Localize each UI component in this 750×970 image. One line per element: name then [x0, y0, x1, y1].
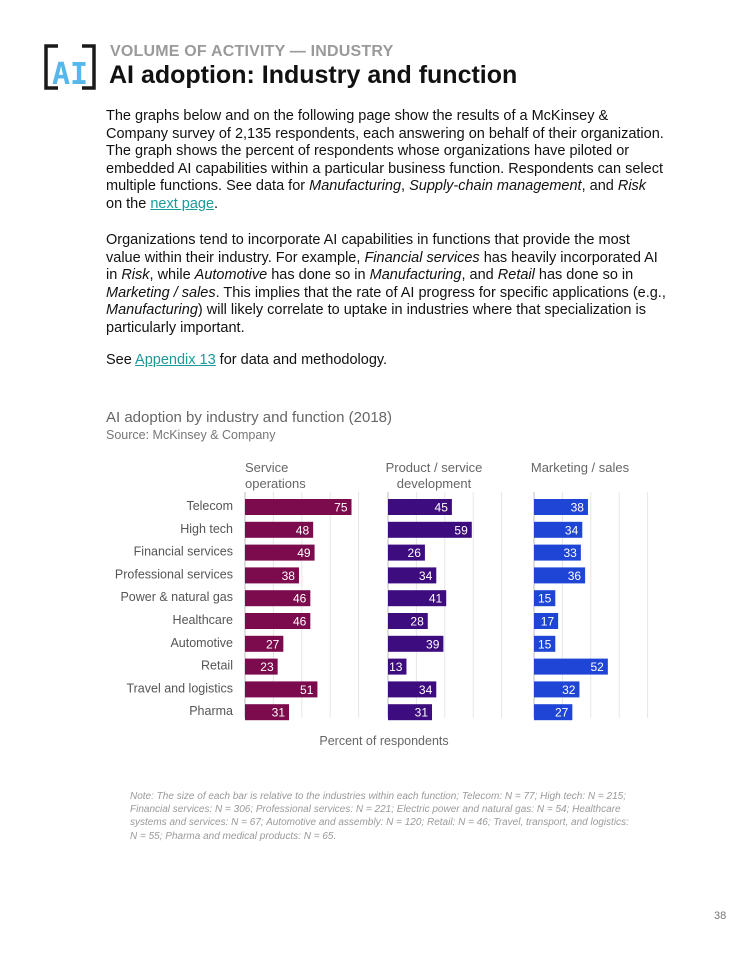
category-label: Financial services — [133, 544, 233, 559]
bar-value-label: 31 — [414, 705, 429, 720]
bar-value-label: 46 — [292, 591, 307, 606]
logo-text: AI — [51, 57, 89, 90]
bar-value-label: 45 — [434, 500, 448, 515]
bar-value-label: 36 — [567, 568, 582, 583]
section-label: VOLUME OF ACTIVITY — INDUSTRY — [110, 43, 394, 60]
bar-value-label: 38 — [281, 568, 295, 583]
series-header: Marketing / sales — [530, 460, 630, 475]
italic-term: Automotive — [194, 267, 268, 284]
text-run: for data and methodology. — [215, 352, 388, 368]
category-label: Pharma — [189, 704, 233, 719]
text-run: The graphs below and on the following page show the results of a McKinsey & Company survey of 2,135 respondents, each answering on behalf of their organization. The graph shows the percent of respondents whose organizations have piloted or embedded AI capabilities within a particular business function. Respondents can select multiple functions. See data for — [106, 108, 664, 195]
bar-value-label: 15 — [537, 591, 552, 606]
bar-value-label: 27 — [265, 637, 280, 652]
text-link[interactable]: Appendix 13 — [135, 352, 216, 368]
bar-value-label: 48 — [295, 523, 310, 538]
text-run: , and — [581, 178, 618, 195]
category-label: Professional services — [114, 567, 233, 582]
category-label: Automotive — [170, 635, 233, 650]
page-number: 38 — [714, 910, 727, 922]
text-run: has done so in — [267, 267, 370, 284]
text-run: Organizations tend to incorporate AI capabilities in functions that provide the most value within their industry. For example, — [106, 232, 630, 266]
bar-value-label: 51 — [300, 682, 314, 697]
bar-value-label: 15 — [537, 637, 552, 652]
bar-value-label: 23 — [260, 660, 274, 675]
series-header: operations — [245, 476, 306, 491]
bar-value-label: 49 — [297, 546, 311, 561]
italic-term: Manufacturing — [309, 178, 402, 195]
italic-term: Manufacturing — [106, 302, 198, 319]
italic-term: Marketing / sales — [106, 284, 216, 301]
bar-value-label: 59 — [454, 523, 468, 538]
category-label: Travel and logistics — [126, 681, 233, 696]
bar-value-label: 39 — [426, 637, 440, 652]
bar-value-label: 26 — [407, 546, 421, 561]
bar-value-label: 34 — [564, 523, 579, 538]
italic-term: Supply-chain management — [409, 178, 582, 195]
bar-value-label: 31 — [271, 705, 286, 720]
series-header: Service — [245, 460, 289, 475]
bar-value-label: 32 — [562, 682, 576, 697]
text-run: . — [214, 195, 219, 212]
italic-term: Manufacturing — [369, 267, 462, 284]
text-link[interactable]: next page — [150, 195, 215, 212]
bar-value-label: 75 — [334, 500, 348, 515]
bar-value-label: 52 — [590, 660, 604, 675]
text-run: ) will likely correlate to uptake in industries where that specialization is particularly important. — [106, 302, 646, 336]
category-label: Power & natural gas — [120, 590, 233, 605]
category-label: Telecom — [186, 499, 233, 513]
text-run: has heavily incorporated AI in — [106, 249, 658, 284]
bar-value-label: 46 — [292, 614, 307, 629]
chart-note: Note: The size of each bar is relative to the industries within each function; Telecom: N = 77; High tech: N = 215; Financial services: N = 306; Professional services: N = 221; Electric power and natural gas: N = 54; Healthcare systems and services: N = 67; Automotive and assembly: N = 120; Retail: N = 46; Travel, transport, and logistics: N = 55; Pharma and medical products: N = 65. — [130, 791, 629, 842]
text-run: , — [401, 178, 410, 195]
text-run: , and — [461, 267, 498, 284]
page-title: AI adoption: Industry and function — [109, 61, 518, 89]
bar-value-label: 13 — [389, 660, 403, 675]
italic-term: Retail — [497, 267, 535, 284]
series-header: development — [396, 476, 472, 491]
text-run: has done so in — [534, 267, 634, 284]
bar-value-label: 38 — [570, 500, 584, 515]
series-header: Product / service — [385, 460, 483, 475]
bar-value-label: 28 — [410, 614, 424, 629]
italic-term: Risk — [617, 178, 647, 195]
category-label: Retail — [201, 658, 233, 673]
text-run: , while — [149, 267, 195, 284]
chart-source: Source: McKinsey & Company — [106, 428, 276, 442]
text-run: See — [106, 352, 136, 368]
bar-value-label: 17 — [540, 614, 555, 629]
bar-value-label: 34 — [418, 682, 433, 697]
chart-title: AI adoption by industry and function (2018) — [106, 409, 393, 426]
category-label: High tech — [180, 521, 233, 536]
bar-value-label: 41 — [428, 591, 443, 606]
text-run: . This implies that the rate of AI progress for specific applications (e.g., — [215, 284, 666, 301]
text-run: on the — [106, 195, 151, 212]
x-axis-label: Percent of respondents — [319, 734, 449, 748]
bar-value-label: 27 — [554, 705, 569, 720]
italic-term: Risk — [121, 267, 150, 284]
italic-term: Financial services — [364, 249, 480, 266]
category-label: Healthcare — [172, 613, 233, 627]
bar-value-label: 33 — [563, 546, 577, 561]
bar-value-label: 34 — [418, 568, 433, 583]
